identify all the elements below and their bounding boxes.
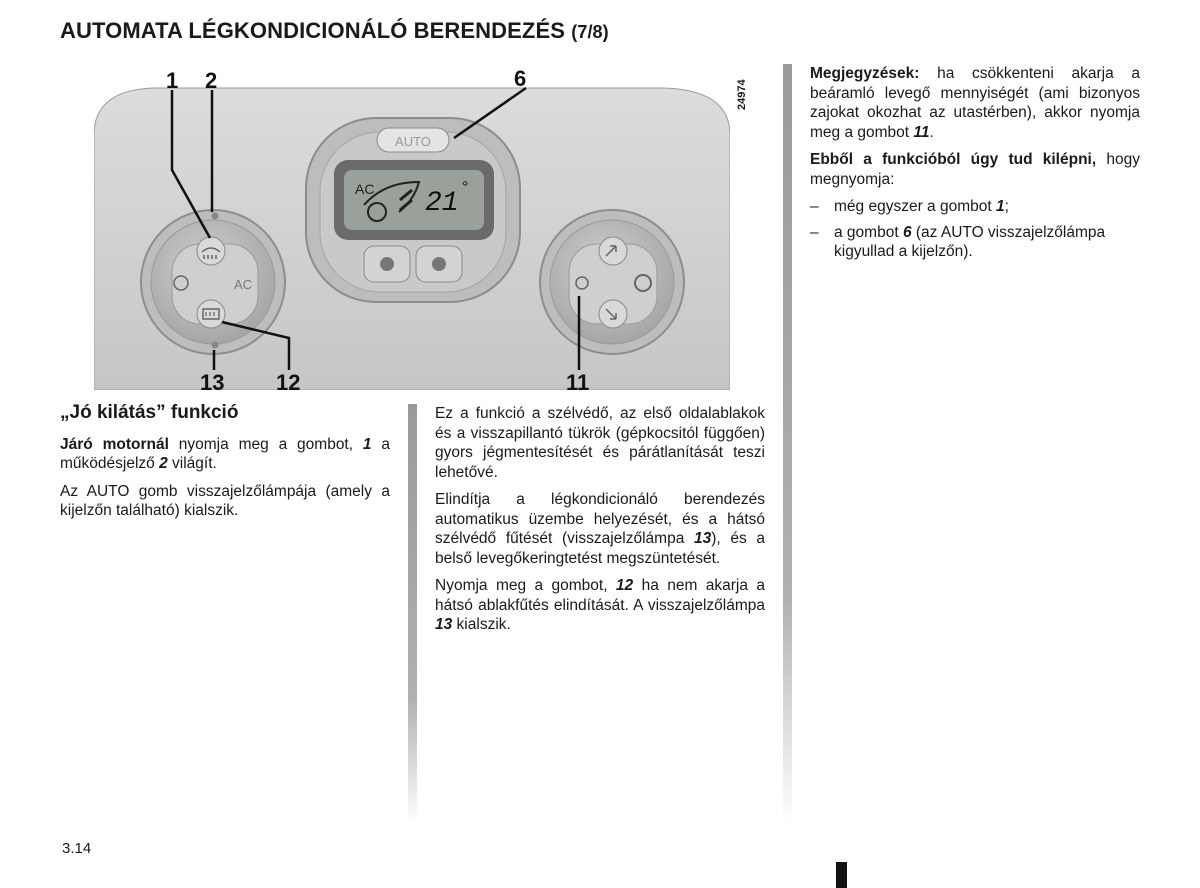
air-direction-up-button [599, 237, 627, 265]
windscreen-defrost-button [197, 237, 225, 265]
callout-12: 12 [276, 370, 301, 390]
callout-2: 2 [205, 68, 218, 93]
knob-ac-label: AC [234, 277, 253, 292]
air-direction-down-button [599, 300, 627, 328]
callout-13: 13 [200, 370, 225, 390]
right-para-1: Megjegyzések: ha csökkenteni akarja a beáramló levegő mennyiségét (ami bizonyos zajokat okozhat az utastérben), akkor nyomja meg a gombot 11. [810, 65, 1140, 141]
middle-column [435, 404, 765, 643]
rear-defrost-button [197, 300, 225, 328]
left-para-1: Járó motornál nyomja meg a gombot, 1 a működésjelző 2 világít. [60, 435, 391, 472]
callout-1: 1 [166, 68, 179, 93]
mid-para-2: Elindítja a légkondicionáló berendezés automatikus üzembe helyezését, és a hátsó szélvédő fűtését (visszajelzőlámpa 13), és a belső levegőkeringtetést megszüntetését. [435, 491, 765, 567]
page-number: 3.14 [62, 840, 92, 857]
column-bar-middle [408, 404, 417, 824]
indicator-lamp-13 [212, 342, 219, 349]
right-para-2: Ebből a funkcióból úgy tud kilépni, hogy megnyomja: [810, 151, 1140, 188]
indicator-lamp-2 [212, 213, 219, 220]
list-item: – még egyszer a gombot 1; [810, 198, 1009, 215]
display-ac: AC [355, 181, 375, 197]
section-heading: „Jó kilátás” funkció [60, 402, 239, 423]
climate-control-figure [94, 60, 730, 390]
mid-para-3: Nyomja meg a gombot, 12 ha nem akarja a hátsó ablakfűtés elindítását. A visszajelzőlámpa 13 kialszik. [435, 577, 765, 633]
right-column [810, 64, 1140, 268]
title-part: (7/8) [571, 22, 609, 42]
left-para-2: Az AUTO gomb visszajelzőlámpája (amely a kijelzőn található) kialszik. [60, 482, 390, 519]
auto-button-label: AUTO [395, 134, 431, 149]
page-edge-tab [836, 862, 847, 888]
display-temperature: 21 [425, 188, 459, 219]
display-degree: ° [462, 179, 469, 196]
climate-panel-illustration [94, 60, 730, 390]
left-column [60, 403, 390, 529]
callout-6: 6 [514, 66, 527, 91]
title-text: AUTOMATA LÉGKONDICIONÁLÓ BERENDEZÉS [60, 18, 566, 43]
callout-11: 11 [566, 370, 590, 390]
figure-ref-code: 24974 [736, 79, 748, 110]
column-bar-right [783, 64, 792, 824]
mid-para-1: Ez a funkció a szélvédő, az első oldalablakok és a visszapillantó tükrök (gépkocsitól függően) gyors jégmentesítését és párátlanítását teszi lehetővé. [435, 405, 765, 481]
list-item: – a gombot 6 (az AUTO visszajelzőlámpa kigyullad a kijelzőn). [810, 223, 1106, 260]
page-title [60, 18, 609, 44]
